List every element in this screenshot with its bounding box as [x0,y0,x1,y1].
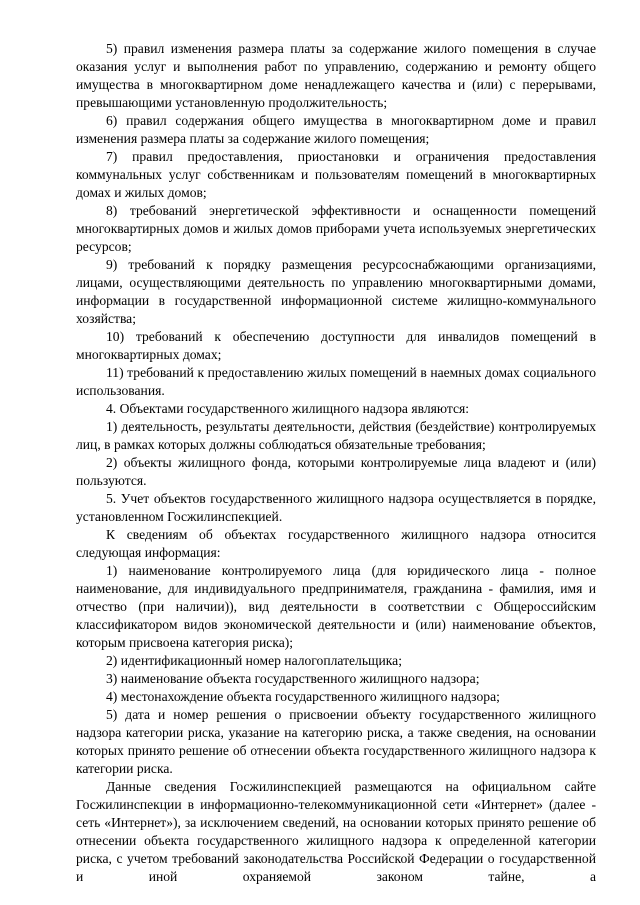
paragraph-info-item-4-location: 4) местонахождение объекта государственного жилищного надзора; [106,689,500,704]
paragraph-info-item-1-name: 1) наименование контролируемого лица (для юридического лица - полное наименование, для индивидуального предпринимателя, гражданина - фамилия, имя и отчество (при наличии)), вид деятельности в соответствии с Общероссийским классификатором видов экономической деятельности и (или) наименование объектов, которым присвоена категория риска); [76,563,596,650]
document-page [76,40,596,886]
paragraph-information-intro: К сведениям об объектах государственного жилищного надзора относится следующая информация: [76,527,596,560]
paragraph-item-8-energy-efficiency: 8) требований энергетической эффективности и оснащенности помещений многоквартирных домов и жилых домов приборами учета используемых энергетических ресурсов; [76,203,596,254]
paragraph-objects-item-1-activity: 1) деятельность, результаты деятельности, действия (бездействие) контролируемых лиц, в рамках которых должны соблюдаться обязательные требования; [76,419,596,452]
paragraph-item-5-rules-fee-change: 5) правил изменения размера платы за содержание жилого помещения в случае оказания услуг и выполнения работ по управлению, содержанию и ремонту общего имущества в многоквартирном доме ненадлежащего качества и (или) с перерывами, превышающими установленную продолжительность; [76,41,596,110]
paragraph-section-4-objects: 4. Объектами государственного жилищного надзора являются: [106,401,470,416]
paragraph-item-7-rules-utilities: 7) правил предоставления, приостановки и ограничения предоставления коммунальных услуг собственникам и пользователям помещений в многоквартирных домах и жилых домов; [76,149,596,200]
paragraph-info-item-2-tax-id: 2) идентификационный номер налогоплательщика; [106,653,402,668]
paragraph-info-item-3-object-name: 3) наименование объекта государственного жилищного надзора; [106,671,480,686]
paragraph-item-9-information-system: 9) требований к порядку размещения ресурсоснабжающими организациями, лицами, осуществляющими деятельность по управлению многоквартирными домами, информации в государственной информационной системе жилищно-коммунального хозяйства; [76,257,596,326]
paragraph-objects-item-2-housing-stock: 2) объекты жилищного фонда, которыми контролируемые лица владеют и (или) пользуются. [76,455,596,488]
paragraph-publication-internet: Данные сведения Госжилинспекцией размещаются на официальном сайте Госжилинспекции в информационно-телекоммуникационной сети «Интернет» (далее - сеть «Интернет»), за исключением сведений, на основании которых принято решение об отнесении объекта государственного жилищного надзора к определенной категории риска, с учетом требований законодательства Российской Федерации о государственной и иной охраняемой законом тайне, а [76,779,596,884]
paragraph-item-6-rules-maintenance: 6) правил содержания общего имущества в многоквартирном доме и правил изменения размера платы за содержание жилого помещения; [76,113,596,146]
paragraph-section-5-accounting: 5. Учет объектов государственного жилищного надзора осуществляется в порядке, установленном Госжилинспекцией. [76,491,596,524]
paragraph-item-10-accessibility: 10) требований к обеспечению доступности для инвалидов помещений в многоквартирных домах; [76,329,596,362]
paragraph-item-11-rental-housing: 11) требований к предоставлению жилых помещений в наемных домах социального использования. [76,365,596,398]
paragraph-info-item-5-risk-decision: 5) дата и номер решения о присвоении объекту государственного жилищного надзора категории риска, указание на категорию риска, а также сведения, на основании которых принято решение об отнесении объекта государственного жилищного надзора к категории риска. [76,707,596,776]
